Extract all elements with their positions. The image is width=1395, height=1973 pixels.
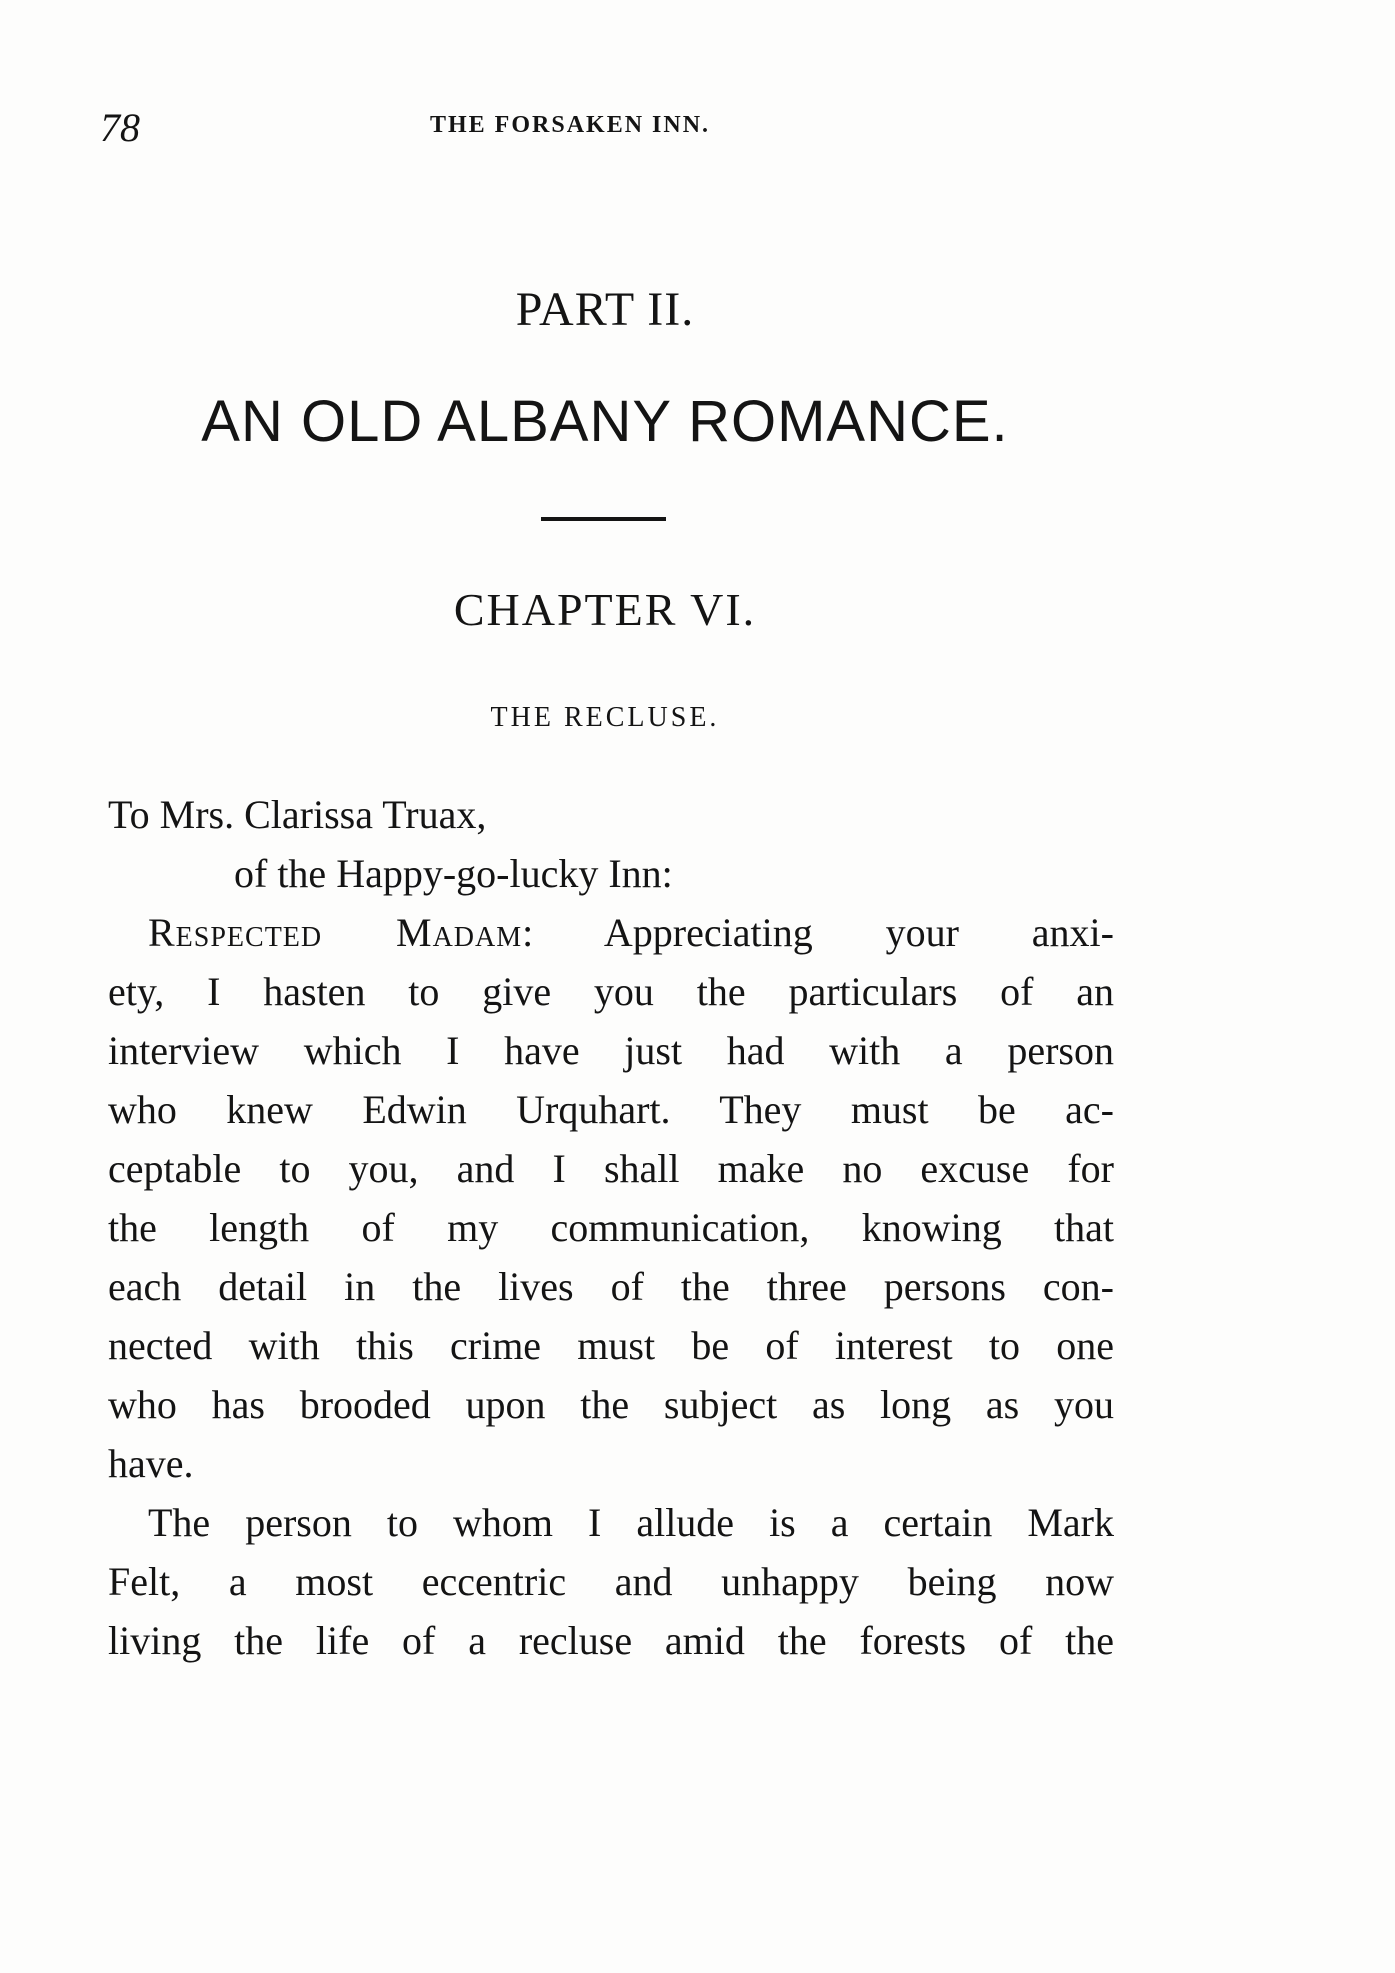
part-heading: PART II.	[515, 283, 695, 336]
text-line: who has brooded upon the subject as long as you	[108, 1382, 1114, 1427]
salutation: Respected Madam	[148, 910, 523, 955]
text-line: ety, I hasten to give you the particulars of an	[108, 969, 1114, 1014]
romance-title: AN OLD ALBANY ROMANCE.	[201, 389, 1009, 454]
text-line: The person to whom I allude is a certain Mark	[148, 1500, 1114, 1545]
text-line: who knew Edwin Urquhart. They must be ac-	[108, 1087, 1114, 1132]
text-line: interview which I have just had with a person	[108, 1028, 1114, 1073]
chapter-heading: CHAPTER VI.	[453, 584, 757, 635]
text-line: living the life of a recluse amid the forests of the	[108, 1618, 1114, 1663]
letter-body	[108, 785, 1114, 1670]
text-line: have.	[108, 1441, 194, 1486]
text-line: the length of my communication, knowing that	[108, 1205, 1114, 1250]
text-line: Felt, a most eccentric and unhappy being now	[108, 1559, 1114, 1604]
text-line: each detail in the lives of the three persons con-	[108, 1264, 1114, 1309]
address-line: of the Happy-go-lucky Inn:	[234, 851, 673, 896]
text-line: ceptable to you, and I shall make no excuse for	[108, 1146, 1114, 1191]
divider-rule	[541, 517, 666, 521]
address-line: To Mrs. Clarissa Truax,	[108, 792, 487, 837]
text-line-fragment: : Appreciating your anxi-	[522, 910, 1114, 955]
text-line: nected with this crime must be of interest to one	[108, 1323, 1114, 1368]
page-number: 78	[100, 105, 140, 150]
running-head	[100, 104, 1115, 150]
text-line	[108, 903, 1114, 962]
running-title: THE FORSAKEN INN.	[430, 112, 711, 138]
chapter-title: THE RECLUSE.	[490, 702, 720, 733]
